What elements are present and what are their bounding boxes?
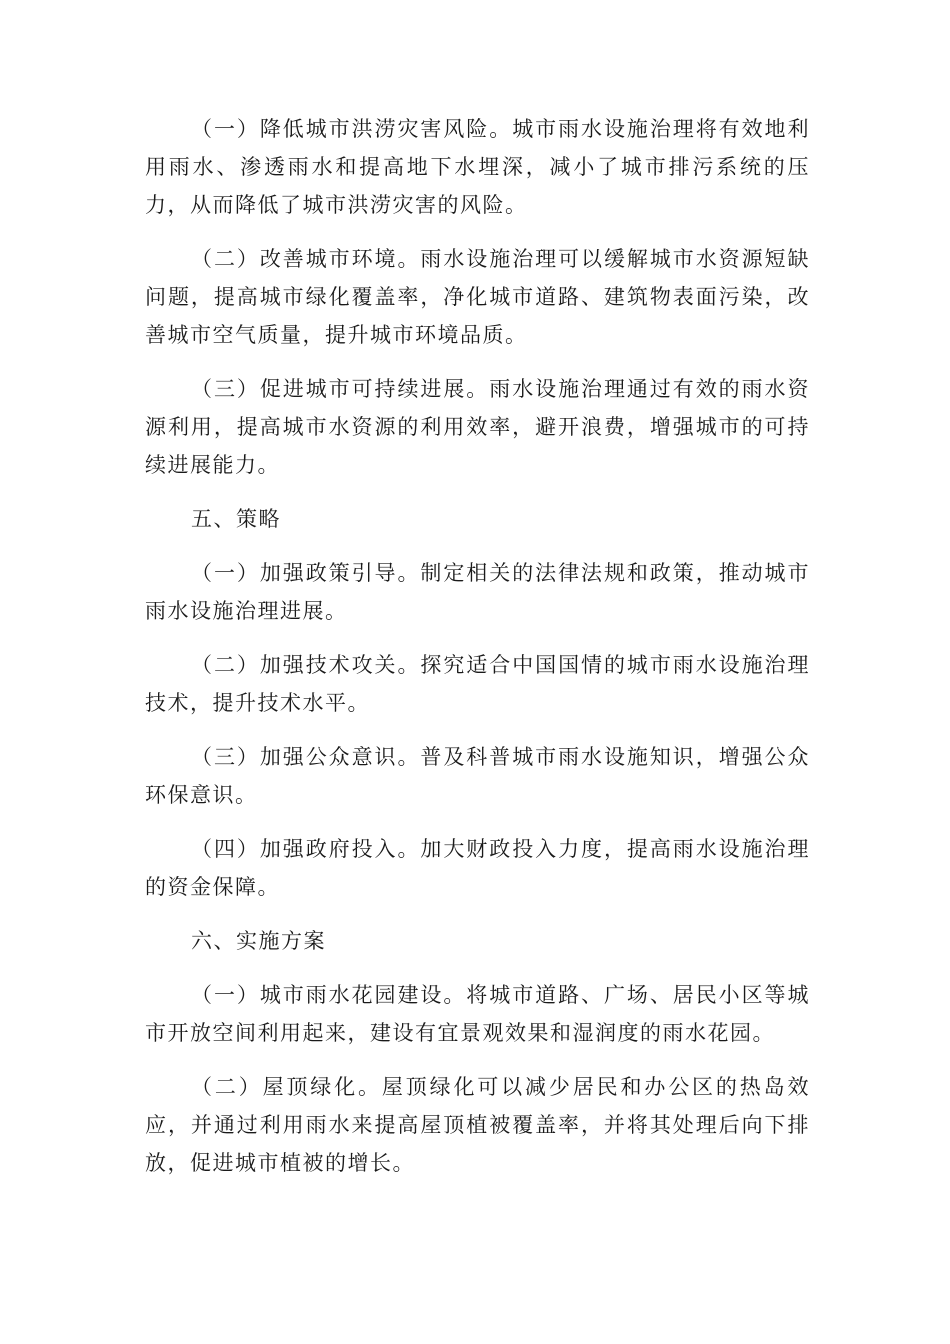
- document-body: [145, 110, 810, 1198]
- paragraph-environment: （二）改善城市环境。雨水设施治理可以缓解城市水资源短缺问题，提高城市绿化覆盖率，净化城市道路、建筑物表面污染，改善城市空气质量，提升城市环境品质。: [145, 247, 810, 347]
- paragraph-government-investment: （四）加强政府投入。加大财政投入力度，提高雨水设施治理的资金保障。: [145, 837, 810, 899]
- section-heading-strategy: 五、策略: [191, 507, 281, 531]
- paragraph-sustainability: （三）促进城市可持续进展。雨水设施治理通过有效的雨水资源利用，提高城市水资源的利用效率，避开浪费，增强城市的可持续进展能力。: [145, 377, 810, 477]
- paragraph-technology: （二）加强技术攻关。探究适合中国国情的城市雨水设施治理技术，提升技术水平。: [145, 653, 810, 715]
- paragraph-rain-garden: （一）城市雨水花园建设。将城市道路、广场、居民小区等城市开放空间利用起来，建设有宜景观效果和湿润度的雨水花园。: [145, 983, 810, 1045]
- paragraph-roof-greening: （二）屋顶绿化。屋顶绿化可以减少居民和办公区的热岛效应，并通过利用雨水来提高屋顶植被覆盖率，并将其处理后向下排放，促进城市植被的增长。: [145, 1075, 810, 1175]
- paragraph-flood-risk: （一）降低城市洪涝灾害风险。城市雨水设施治理将有效地利用雨水、渗透雨水和提高地下水埋深，减小了城市排污系统的压力，从而降低了城市洪涝灾害的风险。: [145, 117, 810, 217]
- paragraph-public-awareness: （三）加强公众意识。普及科普城市雨水设施知识，增强公众环保意识。: [145, 745, 810, 807]
- paragraph-policy: （一）加强政策引导。制定相关的法律法规和政策，推动城市雨水设施治理进展。: [145, 561, 810, 623]
- section-heading-implementation: 六、实施方案: [191, 929, 326, 953]
